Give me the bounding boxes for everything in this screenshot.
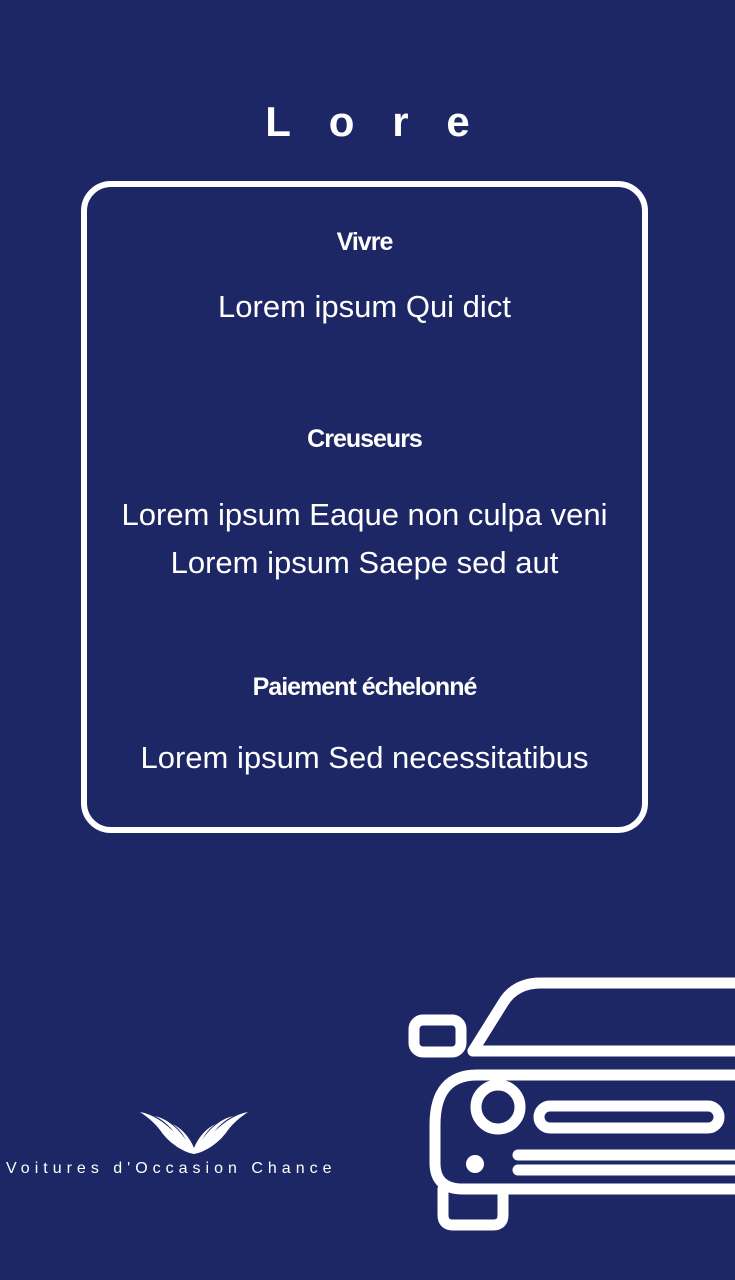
info-card [81, 181, 648, 833]
section-line: Lorem ipsum Qui dict [218, 289, 511, 324]
brand-name: Voitures d'Occasion Chance [6, 1160, 337, 1177]
wings-logo-icon [138, 1108, 250, 1160]
section-title-vivre: Vivre [336, 228, 393, 256]
section-title-creuseurs: Creuseurs [307, 425, 422, 453]
car-icon [405, 975, 735, 1280]
section-text-creuseurs [57, 491, 672, 587]
section-title-paiement: Paiement échelonné [252, 673, 477, 701]
section-line: Lorem ipsum Sed necessitatibus [140, 740, 589, 775]
section-text-paiement [57, 734, 672, 782]
section-text-vivre [57, 283, 672, 331]
page-title: Lore [265, 98, 508, 145]
section-line: Lorem ipsum Eaque non culpa veni [121, 497, 608, 532]
section-line: Lorem ipsum Saepe sed aut [170, 545, 559, 580]
